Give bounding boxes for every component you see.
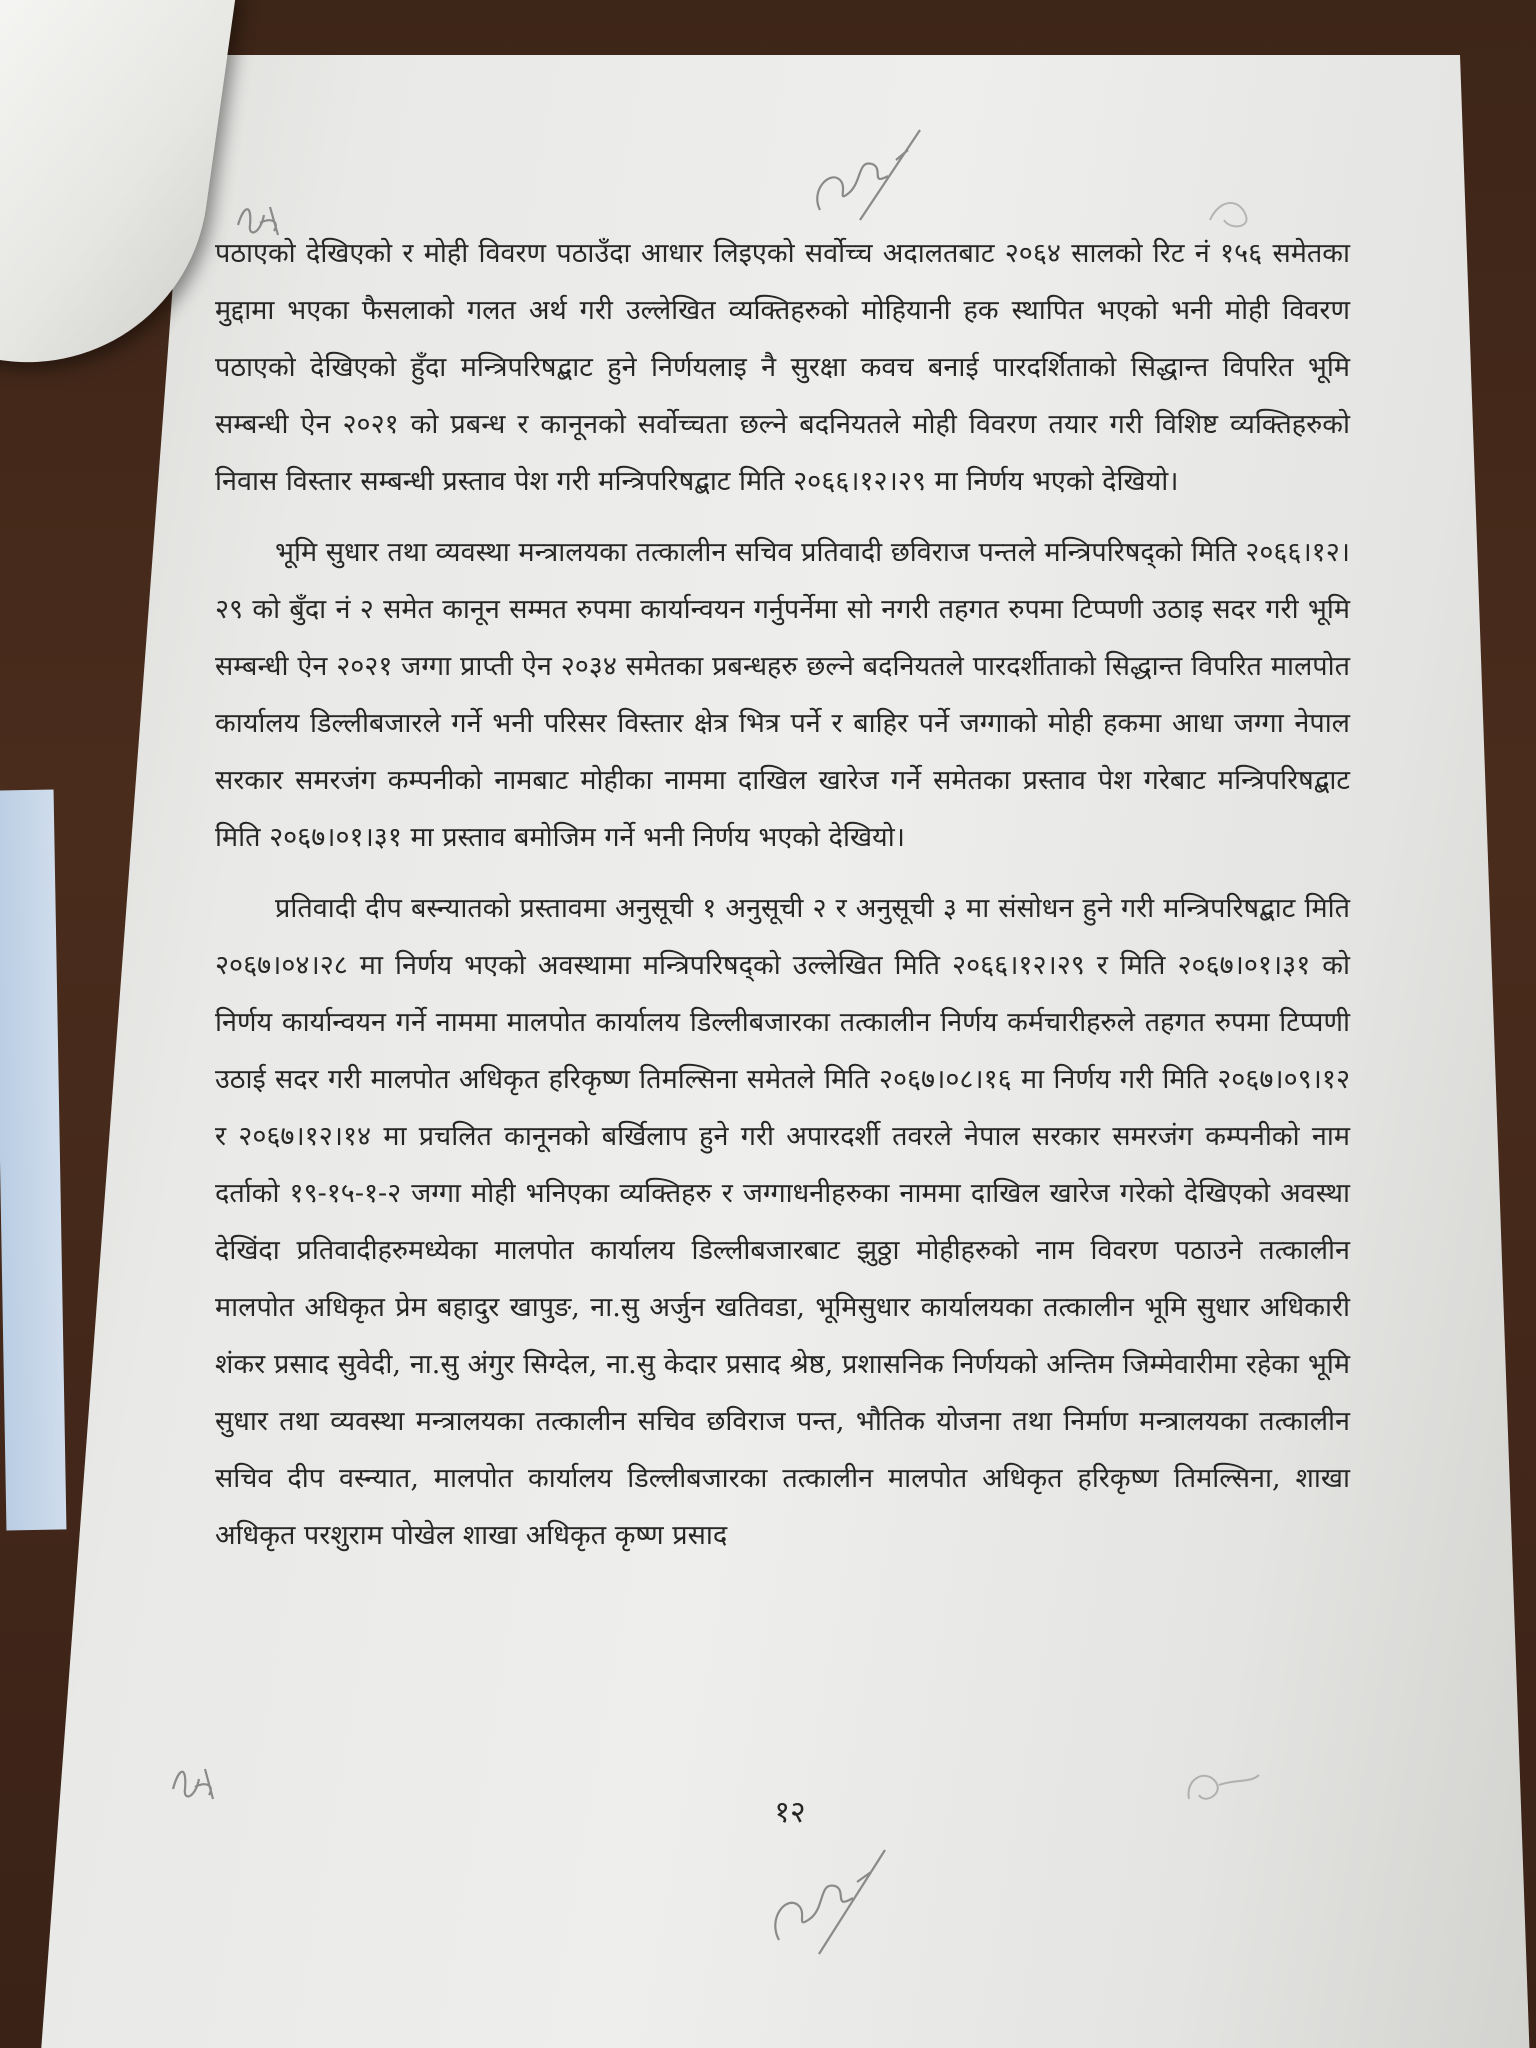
paragraph-3: प्रतिवादी दीप बस्न्यातको प्रस्तावमा अनुसूची १ अनुसूची २ र अनुसूची ३ मा संसोधन हुने गरी मन्त्रिपरिषद्बाट मिति २०६७।०४।२८ मा निर्णय भएको अवस्थामा मन्त्रिपरिषद्को उल्लेखित मिति २०६६।१२।२९ र मिति २०६७।०१।३१ को निर्णय कार्यान्वयन गर्ने नाममा मालपोत कार्यालय डिल्लीबजारका तत्कालीन निर्णय कर्मचारीहरुले तहगत रुपमा टिप्पणी उठाई सदर गरी मालपोत अधिकृत हरिकृष्ण तिमल्सिना समेतले मिति २०६७।०८।१६ मा निर्णय गरी मिति २०६७।०९।१२ र २०६७।१२।१४ मा प्रचलित कानूनको बर्खिलाप हुने गरी अपारदर्शी तवरले नेपाल सरकार समरजंग कम्पनीको नाम दर्ताको १९-१५-१-२ जग्गा मोही भनिएका व्यक्तिहरु र जग्गाधनीहरुका नाममा दाखिल खारेज गरेको देखिएको अवस्था देखिंदा प्रतिवादीहरुमध्येका मालपोत कार्यालय डिल्लीबजारबाट झुठ्ठा मोहीहरुको नाम विवरण पठाउने तत्कालीन मालपोत अधिकृत प्रेम बहादुर खापुङ, ना.सु अर्जुन खतिवडा, भूमिसुधार कार्यालयका तत्कालीन भूमि सुधार अधिकारी शंकर प्रसाद सुवेदी, ना.सु अंगुर सिग्देल, ना.सु केदार प्रसाद श्रेष्ठ, प्रशासनिक निर्णयको अन्तिम जिम्मेवारीमा रहेका भूमि सुधार तथा व्यवस्था मन्त्रालयका तत्कालीन सचिव छविराज पन्त, भौतिक योजना तथा निर्माण मन्त्रालयका तत्कालीन सचिव दीप वस्न्यात, मालपोत कार्यालय डिल्लीबजारका तत्कालीन मालपोत अधिकृत हरिकृष्ण तिमल्सिना, शाखा अधिकृत परशुराम पोखेल शाखा अधिकृत कृष्ण प्रसाद (215, 893, 1350, 1551)
document-body (215, 225, 1350, 1578)
paragraph-2: भूमि सुधार तथा व्यवस्था मन्त्रालयका तत्कालीन सचिव प्रतिवादी छविराज पन्तले मन्त्रिपरिषद्को मिति २०६६।१२।२९ को बुँदा नं २ समेत कानून सम्मत रुपमा कार्यान्वयन गर्नुपर्नेमा सो नगरी तहगत रुपमा टिप्पणी उठाइ सदर गरी भूमि सम्बन्धी ऐन २०२१ जग्गा प्राप्ती ऐन २०३४ समेतका प्रबन्धहरु छल्ने बदनियतले पारदर्शीताको सिद्धान्त विपरित मालपोत कार्यालय डिल्लीबजारले गर्ने भनी परिसर विस्तार क्षेत्र भित्र पर्ने र बाहिर पर्ने जग्गाको मोही हकमा आधा जग्गा नेपाल सरकार समरजंग कम्पनीको नामबाट मोहीका नाममा दाखिल खारेज गर्ने समेतका प्रस्ताव पेश गरेबाट मन्त्रिपरिषद्बाट मिति २०६७।०१।३१ मा प्रस्ताव बमोजिम गर्ने भनी निर्णय भएको देखियो। (215, 537, 1350, 853)
page-number: १२ (774, 1795, 806, 1830)
paragraph-1: पठाएको देखिएको र मोही विवरण पठाउँदा आधार लिइएको सर्वोच्च अदालतबाट २०६४ सालको रिट नं १५६ समेतका मुद्दामा भएका फैसलाको गलत अर्थ गरी उल्लेखित व्यक्तिहरुको मोहियानी हक स्थापित भएको भनी मोही विवरण पठाएको देखिएको हुँदा मन्त्रिपरिषद्बाट हुने निर्णयलाइ नै सुरक्षा कवच बनाई पारदर्शिताको सिद्धान्त विपरित भूमि सम्बन्धी ऐन २०२१ को प्रबन्ध र कानूनको सर्वोच्चता छल्ने बदनियतले मोही विवरण तयार गरी विशिष्ट व्यक्तिहरुको निवास विस्तार सम्बन्धी प्रस्ताव पेश गरी मन्त्रिपरिषद्बाट मिति २०६६।१२।२९ मा निर्णय भएको देखियो। (215, 238, 1350, 497)
